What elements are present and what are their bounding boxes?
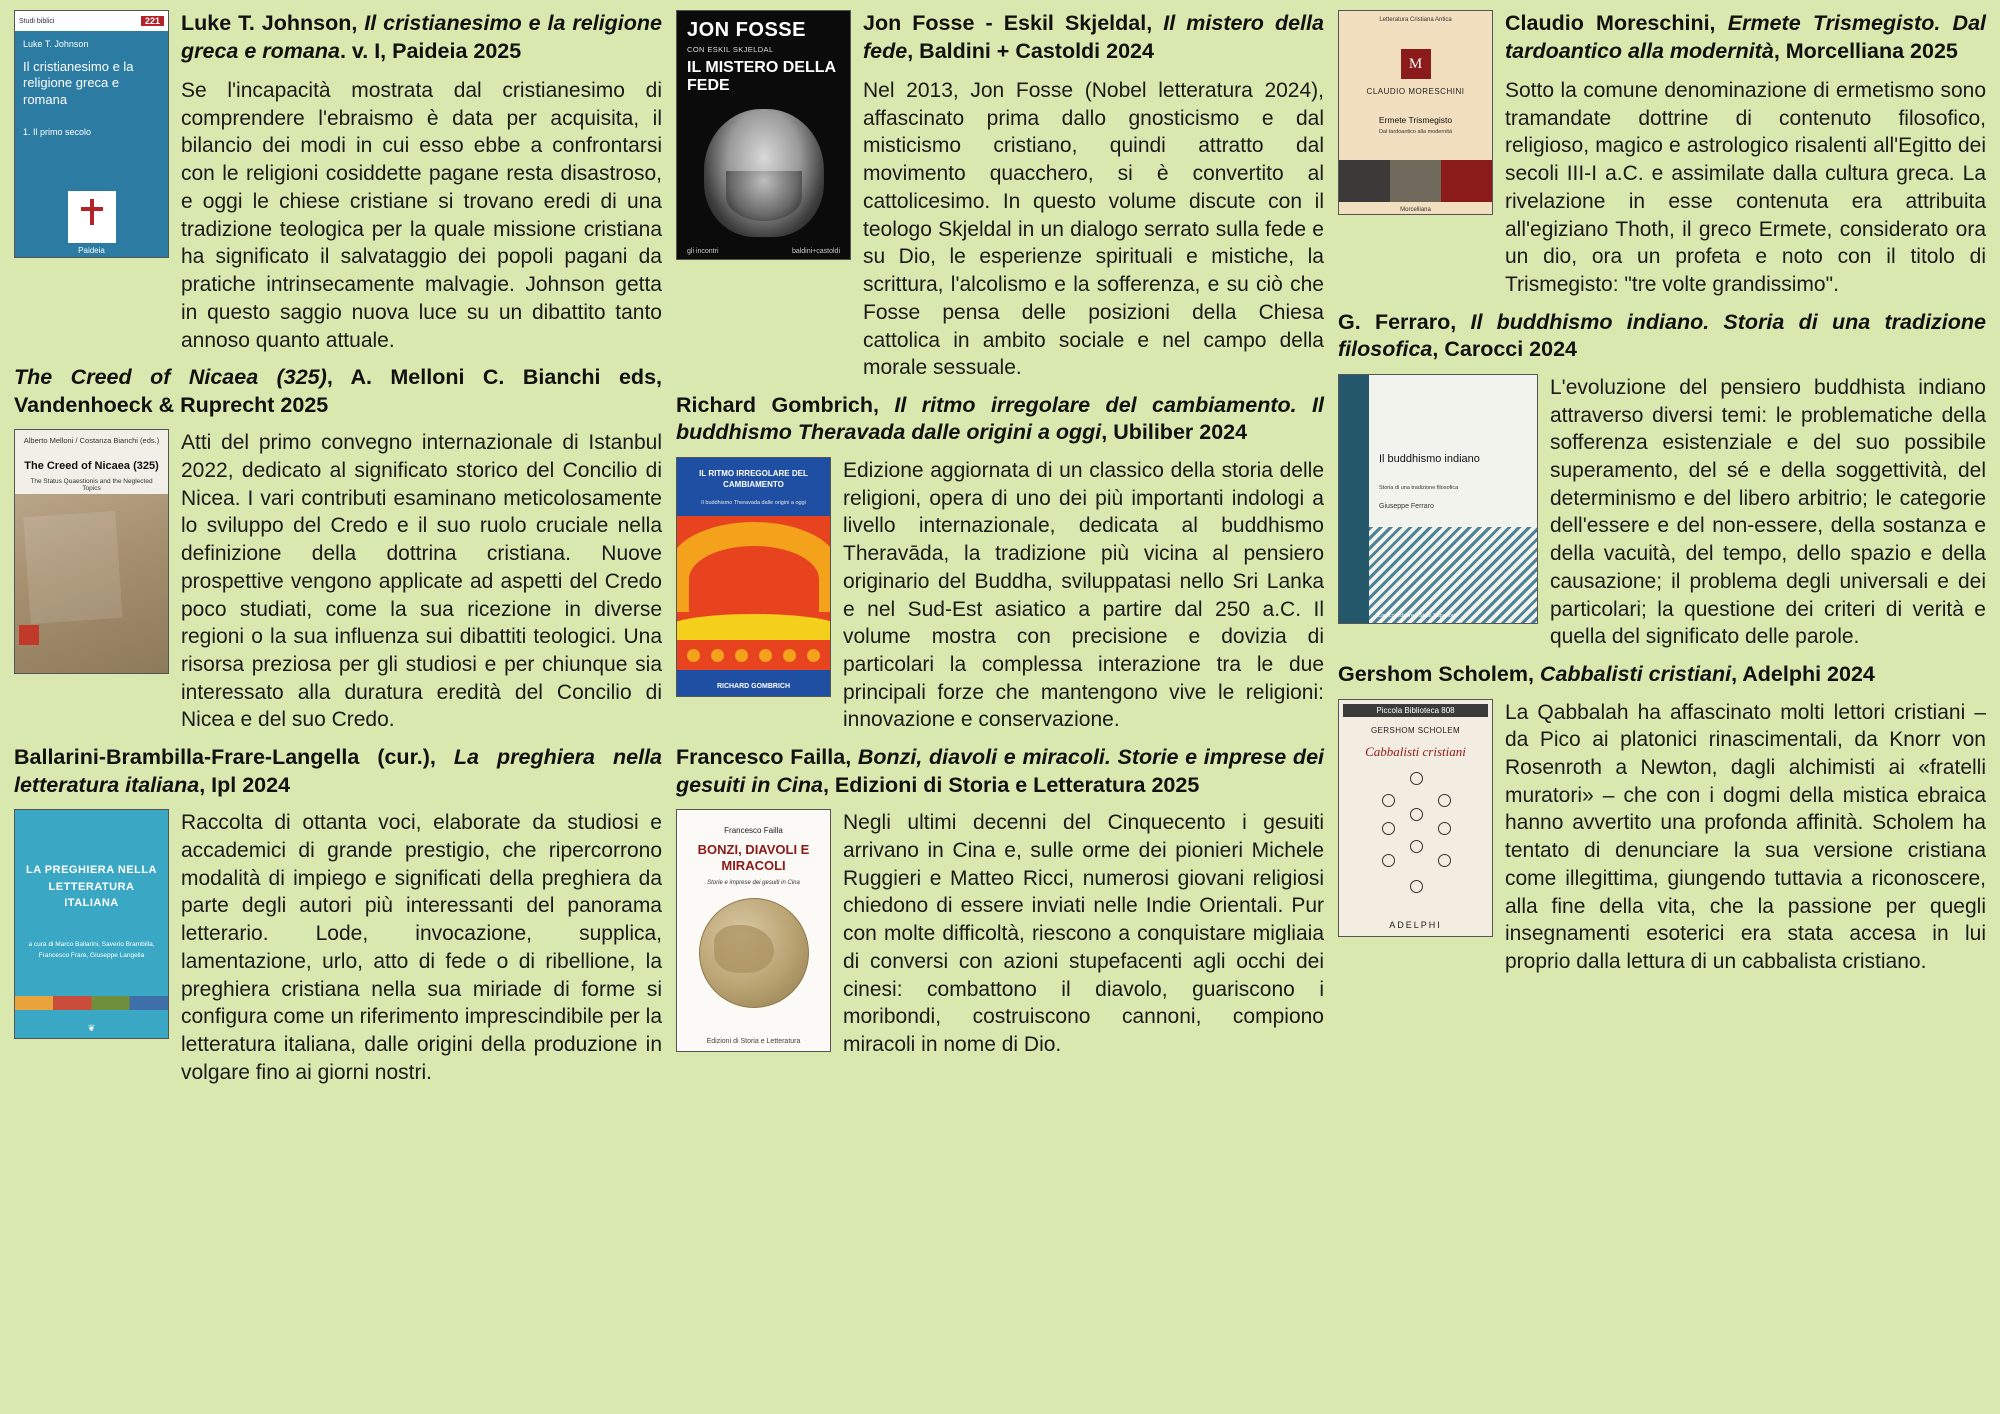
- cover-subtitle: Storie e imprese dei gesuiti in Cina: [707, 880, 800, 887]
- cover-johnson: [14, 10, 169, 258]
- entry-title: [676, 392, 1324, 447]
- title-publisher: , Adelphi 2024: [1731, 662, 1875, 686]
- entry-heading-text: [1505, 699, 1986, 976]
- column-2: [676, 10, 1324, 1414]
- cover-title: The Creed of Nicaea (325): [24, 460, 159, 473]
- title-author: Ballarini-Brambilla-Frare-Langella (cur.),: [14, 745, 454, 770]
- entry-body: Negli ultimi decenni del Cinquecento i gesuiti arrivano in Cina e, sulle orme dei pionieri Michele Ruggieri e Matteo Ricci, numerosi giovani religiosi chiedono di essere inviati nelle Indie Orientali. Pur con molte difficoltà, riescono a conquistare migliaia di conversi con azioni stupefacenti agli occhi dei cinesi: combattono il diavolo, guariscono i moribondi, costruiscono cannoni, compiono miracoli in nome di Dio.: [843, 811, 1324, 1056]
- cover-series: Letteratura Cristiana Antica: [1379, 17, 1452, 23]
- entry-title: [14, 364, 662, 419]
- title-author: G. Ferraro,: [1338, 309, 1471, 334]
- cover-title: Il buddhismo indiano: [1379, 452, 1480, 465]
- cover-subtitle: Storia di una tradizione filosofica: [1379, 484, 1459, 491]
- publisher-logo-icon: ❦: [87, 1023, 96, 1034]
- entry-header: [676, 457, 1324, 734]
- entry-heading-text: [863, 10, 1324, 382]
- cover-author: GERSHOM SCHOLEM: [1370, 725, 1461, 735]
- cover-editors: a cura di Marco Ballarini, Saverio Brambilla, Francesco Frare, Giuseppe Langella: [28, 941, 155, 959]
- title-work: Il buddhismo indiano. Storia di una tradizione filosofica: [1338, 309, 1986, 362]
- cover-artwork: [1339, 160, 1492, 202]
- cover-author: RICHARD GOMBRICH: [716, 682, 791, 690]
- entry-body: L'evoluzione del pensiero buddhista indiano attraverso diversi temi: le problematiche della sofferenza esistenziale e del suo possibile superamento, del sé e della soggettività, del determinismo e del libero arbitrio; le categorie dell'essere e del non-essere, della sostanza e della vacuità, del tempo, dello spazio e della causazione; il problema degli universali e dei particolari; la questione dei criteri di verità e quella del significato delle parole.: [1550, 375, 1986, 649]
- cover-title: Il cristianesimo e la religione greca e romana: [23, 59, 134, 107]
- entry-ferraro: [1338, 309, 1986, 651]
- cover-photo: [15, 494, 168, 673]
- cover-series: gli incontri: [687, 248, 719, 255]
- cover-publisher: Paideia: [78, 246, 105, 255]
- cover-spine: [1339, 375, 1369, 623]
- cover-volume: 1. Il primo secolo: [23, 127, 92, 137]
- cover-publisher: baldini+castoldi: [791, 248, 840, 255]
- entry-title: [1338, 309, 1986, 364]
- cover-publisher: Edizioni di Storia e Letteratura: [706, 1038, 801, 1046]
- entry-heading-text: [843, 809, 1324, 1058]
- entry-title: [863, 10, 1324, 65]
- entry-body: Sotto la comune denominazione di ermetismo sono tramandate dottrine di contenuto filosofico, religioso, magico e astrologico risalenti all'Egitto dei secoli III-I a.C. e assimilate dalla cultura greca. La rivelazione in esse contenuta era attribuita all'egiziano Thoth, il greco Ermete, considerato ora un dio, ora un profeta e noto con il titolo di Trismegisto: "tre volte grandissimo".: [1505, 79, 1986, 297]
- cover-author: Giuseppe Ferraro: [1379, 502, 1434, 510]
- entry-preghiera: [14, 744, 662, 1086]
- entry-body: La Qabbalah ha affascinato molti lettori cristiani – da Pico ai platonici rinascimentali, da Knorr von Rosenroth a Newton, dagli alchimisti ai «fratelli muratori» – che con i dogmi della mistica ebraica hanno avvertito una profonda affinità. Scholem ha tentato di denunciare la sua versione cristiana come illegittima, giungendo tuttavia a riconoscere, alla fine della vita, che la passione per quegli insegnamenti esoterici era stata accesa in lui proprio dalla lettura di un cabbalista cristiano.: [1505, 700, 1986, 973]
- title-work: Il ritmo irregolare del cambiamento. Il buddhismo Theravada dalle origini a oggi: [676, 392, 1324, 445]
- title-publisher: , Edizioni di Storia e Letteratura 2025: [822, 772, 1200, 797]
- entry-heading-text: [181, 10, 662, 354]
- cover-author: Luke T. Johnson: [23, 39, 89, 49]
- cover-editors: Alberto Melloni / Costanza Bianchi (eds.): [23, 436, 160, 446]
- title-work: Bonzi, diavoli e miracoli. Storie e imprese dei gesuiti in Cina: [676, 745, 1324, 797]
- cover-cabbalisti-cristiani: [1338, 699, 1493, 937]
- cover-title: BONZI, DIAVOLI E MIRACOLI: [697, 842, 810, 873]
- cover-nicaea: [14, 429, 169, 674]
- title-publisher: , Ipl 2024: [199, 772, 291, 797]
- cover-series-number: 221: [141, 16, 164, 26]
- entry-header: [1338, 699, 1986, 976]
- entry-gombrich: [676, 392, 1324, 734]
- cover-tree-of-life-illustration: [1368, 772, 1464, 900]
- title-author: Claudio Moreschini,: [1505, 11, 1728, 35]
- cover-stripe: [15, 996, 168, 1010]
- cover-portrait: [704, 109, 824, 237]
- entry-header: [14, 809, 662, 1086]
- cover-title: LA PREGHIERA NELLA LETTERATURA ITALIANA: [25, 864, 158, 910]
- cover-preghiera: [14, 809, 169, 1039]
- title-author: Jon Fosse - Eskil Skjeldal,: [863, 11, 1164, 35]
- cover-jon-fosse: [676, 10, 851, 260]
- entry-title: [676, 744, 1324, 799]
- entry-header: [676, 10, 1324, 382]
- entry-title: [1338, 661, 1986, 689]
- title-work: Il mistero della fede: [863, 11, 1324, 63]
- cover-ermete-trismegisto: [1338, 10, 1493, 215]
- cover-publisher: ADELPHI: [1389, 919, 1442, 930]
- cover-title: Cabbalisti cristiani: [1365, 743, 1466, 759]
- entry-title: [1505, 10, 1986, 65]
- title-work: The Creed of Nicaea (325): [14, 365, 327, 390]
- cover-subtitle: Il buddhismo Theravada dalle origini a oggi: [701, 499, 806, 506]
- title-publisher: , Morcelliana 2025: [1773, 38, 1958, 63]
- title-work: La preghiera nella letteratura italiana: [14, 745, 663, 797]
- entry-body: Nel 2013, Jon Fosse (Nobel letteratura 2024), affascinato prima dallo gnosticismo e dal misticismo cristiano, quindi attratto dal movimento quacchero, si è convertito al cattolicesimo. In questo volume discute con il teologo Skjeldal in un dialogo serrato sulla fede e su Dio, le esperienze spirituali e mistiche, la scrittura, l'alcolismo e la sofferenza, e su ciò che Fosse pensa delle posizioni della Chiesa cattolica in ambito sociale e nel campo della morale sessuale.: [863, 79, 1324, 380]
- cover-publisher: Carocci editore · Studi Superiori: [1377, 612, 1455, 619]
- entry-failla: [676, 744, 1324, 1059]
- entry-header: [1338, 374, 1986, 651]
- entry-nicaea: [14, 364, 662, 734]
- title-publisher: , A. Melloni C. Bianchi eds, Vandenhoeck & Ruprecht 2025: [14, 365, 662, 417]
- cover-subtitle: The Status Quaestionis and the Neglected Topics: [30, 478, 153, 493]
- column-3: [1338, 10, 1986, 1414]
- title-publisher: , Carocci 2024: [1432, 337, 1578, 362]
- entry-johnson: [14, 10, 662, 354]
- cover-title: IL RITMO IRREGOLARE DEL CAMBIAMENTO: [699, 468, 808, 490]
- entry-body: Raccolta di ottanta voci, elaborate da studiosi e accademici di grande prestigio, che ripercorrono modalità di impiego e significati della preghiera da parte degli autori più interessanti del panorama letterario. Lode, invocazione, supplica, lamentazione, urlo, atto di fede o di ribellione, la preghiera cristiana nella sua miriade di forme si configura come un riferimento imprescindibile per la letteratura italiana, dalle origini della produzione in volgare fino ai giorni nostri.: [181, 811, 662, 1084]
- entry-header: [1338, 10, 1986, 299]
- publisher-logo-icon: [68, 191, 116, 243]
- title-author: Richard Gombrich,: [676, 392, 895, 417]
- entry-body: Edizione aggiornata di un classico della storia delle religioni, opera di uno dei più importanti indologi a livello internazionale, dedicata al buddhismo Theravāda, la tradizione più vicina al pensiero originario del Buddha, sviluppatasi nello Sri Lanka e nel Sud-Est asiatico a partire dal 250 a.C. Il volume mostra con precisione e dovizia di particolari la complessa interazione tra le due principali forze che mantengono vive le religioni: innovazione e conservazione.: [843, 458, 1324, 732]
- entry-fosse: [676, 10, 1324, 382]
- cover-author: CLAUDIO MORESCHINI: [1366, 87, 1465, 96]
- cover-pattern: [1369, 527, 1537, 623]
- entry-title: [181, 10, 662, 65]
- cover-series: Piccola Biblioteca 808: [1343, 704, 1488, 717]
- title-publisher: , Baldini + Castoldi 2024: [907, 38, 1154, 63]
- cover-buddhismo-indiano: [1338, 374, 1538, 624]
- entry-heading-text: [1505, 10, 1986, 299]
- title-author: Francesco Failla,: [676, 745, 858, 770]
- title-publisher: , Ubiliber 2024: [1101, 420, 1248, 445]
- title-author: Gershom Scholem,: [1338, 662, 1540, 686]
- column-1: [14, 10, 662, 1414]
- entry-heading-text: [181, 429, 662, 734]
- entry-header: [14, 429, 662, 734]
- entry-header: [676, 809, 1324, 1058]
- cover-color-block: [19, 625, 39, 645]
- publisher-logo-icon: M: [1401, 49, 1431, 79]
- entry-heading-text: [181, 809, 662, 1086]
- title-work: Il cristianesimo e la religione greca e romana: [181, 11, 662, 63]
- cover-coauthor: CON ESKIL SKJELDAL: [687, 45, 774, 54]
- cover-series-bar: [15, 11, 168, 31]
- title-publisher: . v. I, Paideia 2025: [339, 38, 522, 63]
- cover-publisher: Morcelliana: [1400, 207, 1431, 213]
- cover-subtitle: Dal tardoantico alla modernità: [1378, 129, 1453, 135]
- cover-front: [1369, 375, 1537, 623]
- cover-title: IL MISTERO DELLA FEDE: [687, 59, 836, 95]
- entry-body: Se l'incapacità mostrata dal cristianesimo di comprendere l'ebraismo è data per acquisita, il bilancio dei modi in cui esso ebbe a confrontarsi con le religioni cosiddette pagane resta disastroso, e oggi le chiese cristiane si trovano eredi di una tradizione teologica per la quale missione cristiana ha significato il salvataggio dei popoli pagani da pratiche intrinsecamente malvagie. Johnson getta in questo saggio nuova luce su un dibattito tanto annoso quanto attuale.: [181, 79, 662, 352]
- title-author: Luke T. Johnson,: [181, 11, 365, 35]
- cover-bonzi-diavoli-e-miracoli: [676, 809, 831, 1052]
- title-work: Cabbalisti cristiani: [1539, 662, 1732, 686]
- entry-title: [14, 744, 662, 799]
- cover-author: Francesco Failla: [724, 826, 783, 836]
- cover-footer: [687, 248, 840, 255]
- entry-heading-text: [843, 457, 1324, 734]
- title-work: Ermete Trismegisto. Dal tardoantico alla modernità: [1505, 11, 1986, 63]
- cover-globe-illustration: [699, 898, 809, 1008]
- entry-heading-text: [1550, 374, 1986, 651]
- entry-scholem: [1338, 661, 1986, 976]
- cover-artwork: [677, 516, 830, 670]
- entry-body: Atti del primo convegno internazionale di Istanbul 2022, dedicato al significato storico del Concilio di Nicea. I vari contributi esaminano meticolosamente lo sviluppo del Credo e il suo ruolo cruciale nella definizione della dottrina cristiana. Nuove prospettive vengono applicate ad aspetti del Credo poco studiati, come la sua ricezione in diverse regioni o la sua influenza sui dibattiti teologici. Una risorsa preziosa per gli studiosi e per chiunque sia interessato alla duratura eredità del Concilio di Nicea e del suo Credo.: [181, 431, 662, 732]
- cover-title: Ermete Trismegisto: [1378, 115, 1453, 125]
- entry-header: [14, 10, 662, 354]
- entry-moreschini: [1338, 10, 1986, 299]
- cover-series-label: Studi biblici: [19, 17, 55, 25]
- cover-author: JON FOSSE: [687, 19, 806, 41]
- cover-ritmo-irregolare: [676, 457, 831, 697]
